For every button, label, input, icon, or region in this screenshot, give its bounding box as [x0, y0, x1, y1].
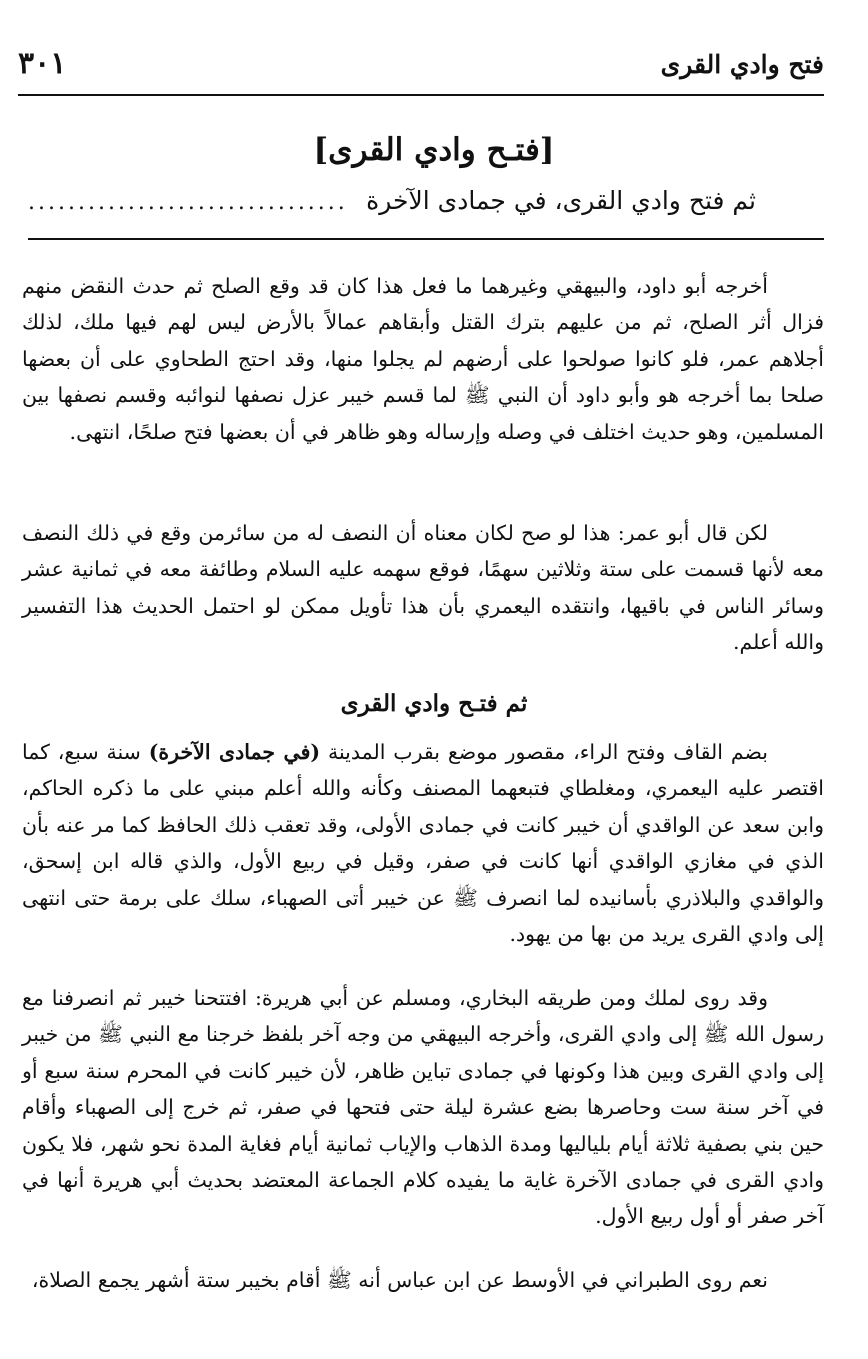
- bold-quote: (في جمادى الآخرة): [148, 740, 321, 764]
- text-run: سنة سبع، كما اقتصر عليه اليعمري، ومغلطاي فتبعهما المصنف وكأنه والله أعلم مبني على ما ذكره الحاكم، وابن سعد عن الواقدي أن خيبر كانت في جمادى الأولى، وقد تعقب ذلك الحافظ كما مر عنه بأن الذي في مغازي الواقدي أنها كانت في صفر، وقيل في ربيع الأول، والذي قاله ابن إسحق، والواقدي والبلاذري بأسانيده لما انصرف ﷺ عن خيبر أتى الصهباء، سلك على برمة حتى انتهى إلى وادي القرى يريد من بها من يهود.: [22, 740, 824, 947]
- subheading-dot-leader: ................................: [28, 190, 348, 215]
- paragraph-4: [22, 980, 824, 1235]
- paragraph-5: [22, 1262, 824, 1298]
- running-title: فتح وادي القرى: [660, 50, 824, 79]
- paragraph-text: نعم روى الطبراني في الأوسط عن ابن عباس أنه ﷺ أقام بخيبر ستة أشهر يجمع الصلاة،: [31, 1268, 768, 1292]
- running-header: [18, 44, 824, 96]
- paragraph-text: لكن قال أبو عمر: هذا لو صح لكان معناه أن النصف له من سائرمن وقع في ذلك النصف معه لأنها قسمت على ستة وثلاثين سهمًا، فوقع سهمه عليه السلام وطائفة معه في ثمانية عشر وسائر الناس في باقيها، وانتقده اليعمري بأن هذا تأويل ممكن لو احتمل الحديث هذا التفسير والله أعلم.: [22, 521, 824, 655]
- paragraph-text: وقد روى لملك ومن طريقه البخاري، ومسلم عن أبي هريرة: افتتحنا خيبر ثم انصرفنا مع رسول الله ﷺ إلى وادي القرى، وأخرجه البيهقي من وجه آخر بلفظ خرجنا مع النبي ﷺ من خيبر إلى وادي القرى وبين هذا وكونها في جمادى تباين ظاهر، لأن خيبر كانت في المحرم سنة سبع أو في آخر سنة ست وحاصرها بضع عشرة ليلة حتى فتحها في صفر، ثم خرج إلى الصهباء وأقام حين بني بصفية ثلاثة أيام بلياليها ومدة الذهاب والإياب ثمانية أيام فغاية المدة نحو شهر، فلا يكون وادي القرى في جمادى الآخرة غاية ما يفيده كلام الجماعة المعتضد بحديث أبي هريرة أنها في آخر صفر أو أول ربيع الأول.: [22, 986, 824, 1229]
- page-number: ٣٠١: [18, 46, 67, 81]
- section-subheading: [28, 186, 756, 226]
- subheading-text: ثم فتح وادي القرى، في جمادى الآخرة: [366, 186, 756, 215]
- paragraph-text: [22, 734, 824, 952]
- section-title: [فتـح وادي القرى]: [313, 132, 555, 168]
- text-run: بضم القاف وفتح الراء، مقصور موضع بقرب المدينة: [320, 740, 768, 764]
- paragraph-1: [22, 268, 824, 450]
- section-divider: [28, 238, 824, 240]
- paragraph-3: [22, 734, 824, 952]
- paragraph-2: [22, 515, 824, 661]
- subsection-heading: ثم فتـح وادي القرى: [340, 690, 528, 717]
- paragraph-text: أخرجه أبو داود، والبيهقي وغيرهما ما فعل هذا كان قد وقع الصلح ثم حدث النقض منهم فزال أثر الصلح، ثم من عليهم بترك القتل وأبقاهم عمالاً بالأرض ليس لهم فيها ملك، لذلك أجلاهم عمر، فلو كانوا صولحوا على أرضهم لم يجلوا منها، وقد احتج الطحاوي على أن بعضها صلحا بما أخرجه هو وأبو داود أن النبي ﷺ لما قسم خيبر عزل نصفها لنوائبه وقسم نصفها بين المسلمين، وهو حديث اختلف في وصله وإرساله وهو ظاهر في أن بعضها فتح صلحًا، انتهى.: [22, 274, 824, 444]
